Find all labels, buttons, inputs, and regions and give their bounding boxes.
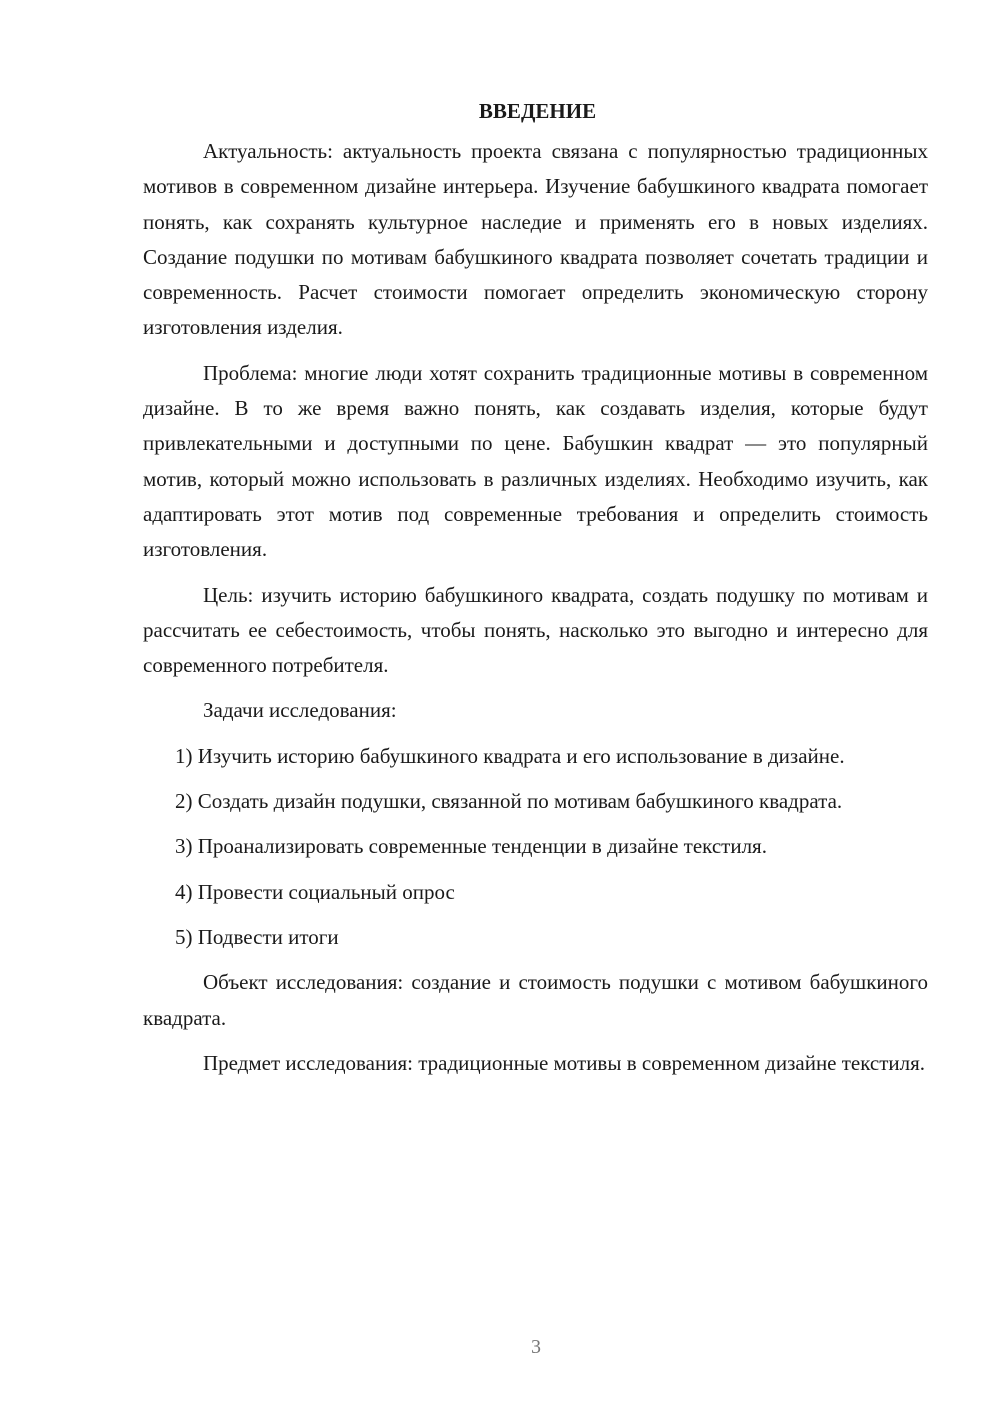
task-item: 1) Изучить историю бабушкиного квадрата и его использование в дизайне.	[175, 743, 845, 768]
tasks-heading: Задачи исследования:	[203, 698, 397, 723]
subject-paragraph: Предмет исследования: традиционные мотивы в современном дизайне текстиля.	[203, 1050, 926, 1075]
task-item: 4) Провести социальный опрос	[175, 879, 455, 904]
document-body	[143, 96, 928, 1091]
task-item: 5) Подвести итоги	[175, 924, 339, 949]
task-item: 2) Создать дизайн подушки, связанной по мотивам бабушкиного квадрата.	[175, 789, 843, 814]
relevance-paragraph: Актуальность: актуальность проекта связана с популярностью традиционных мотивов в современном дизайне интерьера. Изучение бабушкиного квадрата помогает понять, как сохранять культурное наследие и применять его в новых изделиях. Создание подушки по мотивам бабушкиного квадрата позволяет сочетать традиции и современность. Расчет стоимости помогает определить экономическую сторону изготовления изделия.	[143, 139, 928, 340]
object-paragraph: Объект исследования: создание и стоимость подушки с мотивом бабушкиного квадрата.	[143, 970, 928, 1030]
page-number: 3	[531, 1336, 541, 1358]
section-title: ВВЕДЕНИЕ	[478, 99, 597, 123]
task-item: 3) Проанализировать современные тенденции в дизайне текстиля.	[175, 834, 767, 859]
goal-paragraph: Цель: изучить историю бабушкиного квадрата, создать подушку по мотивам и рассчитать ее себестоимость, чтобы понять, насколько это выгодно и интересно для современного потребителя.	[143, 582, 928, 678]
problem-paragraph: Проблема: многие люди хотят сохранить традиционные мотивы в современном дизайне. В то же время важно понять, как создавать изделия, которые будут привлекательными и доступными по цене. Бабушкин квадрат — это популярный мотив, который можно использовать в различных изделиях. Необходимо изучить, как адаптировать этот мотив под современные требования и определить стоимость изготовления.	[143, 360, 928, 562]
